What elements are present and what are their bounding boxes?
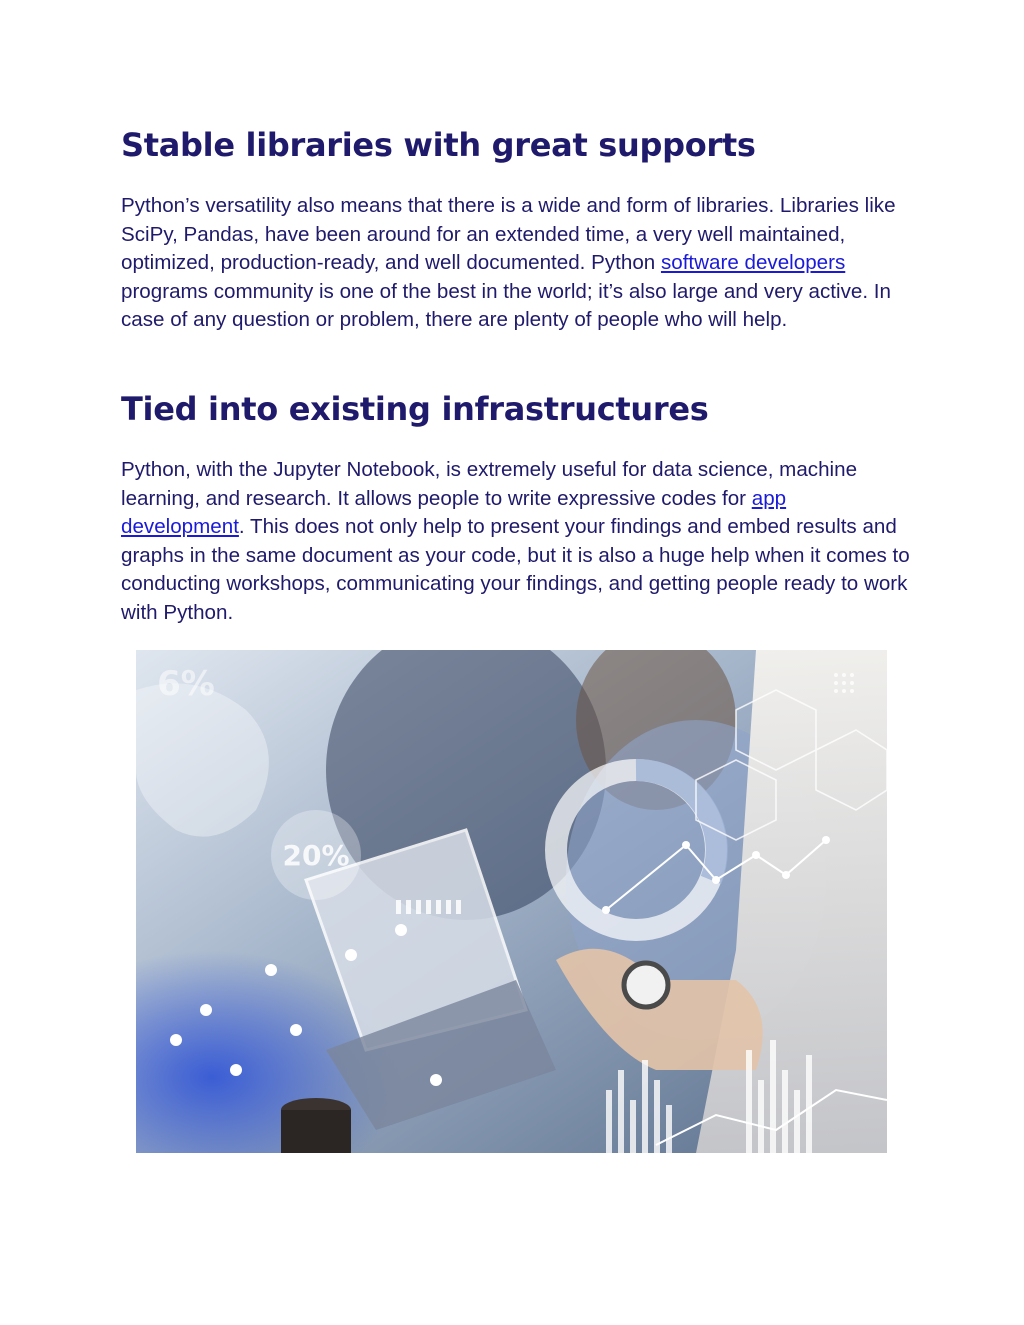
paragraph-text: Python, with the Jupyter Notebook, is extremely useful for data science, machine learning, and research. It allows people to write expressive codes for (121, 458, 858, 510)
section-heading-infrastructures: Tied into existing infrastructures (121, 390, 709, 428)
photo-illustration (136, 650, 887, 1153)
software-developers-link[interactable]: software developers (660, 251, 846, 274)
overlay-stat-mid: 20% (282, 839, 350, 872)
coffee-cup (281, 1110, 351, 1153)
section-heading-stable-libraries: Stable libraries with great supports (121, 126, 756, 164)
business-data-photo (136, 650, 887, 1153)
app-development-link[interactable]: app development (121, 486, 787, 538)
overlay-stat-top: 6% (157, 664, 215, 704)
paragraph-text: Python’s versatility also means that there is a wide and form of libraries. Libraries like SciPy, Pandas, have been around for an extended time, a very well maintained, optimized, production-ready, and well documented. Python (121, 194, 896, 274)
section-paragraph-jupyter (121, 456, 911, 627)
section-paragraph-libraries (121, 192, 911, 335)
wristwatch (624, 963, 668, 1007)
paragraph-text: programs community is one of the best in the world; it’s also large and very active. In case of any question or problem, there are plenty of people who will help. (121, 279, 891, 331)
dot-grid-icon (834, 673, 854, 693)
paragraph-text: . This does not only help to present your findings and embed results and graphs in the same document as your code, but it is also a huge help when it comes to conducting workshops, communicating your findings, and getting people ready to work with Python. (121, 515, 910, 624)
